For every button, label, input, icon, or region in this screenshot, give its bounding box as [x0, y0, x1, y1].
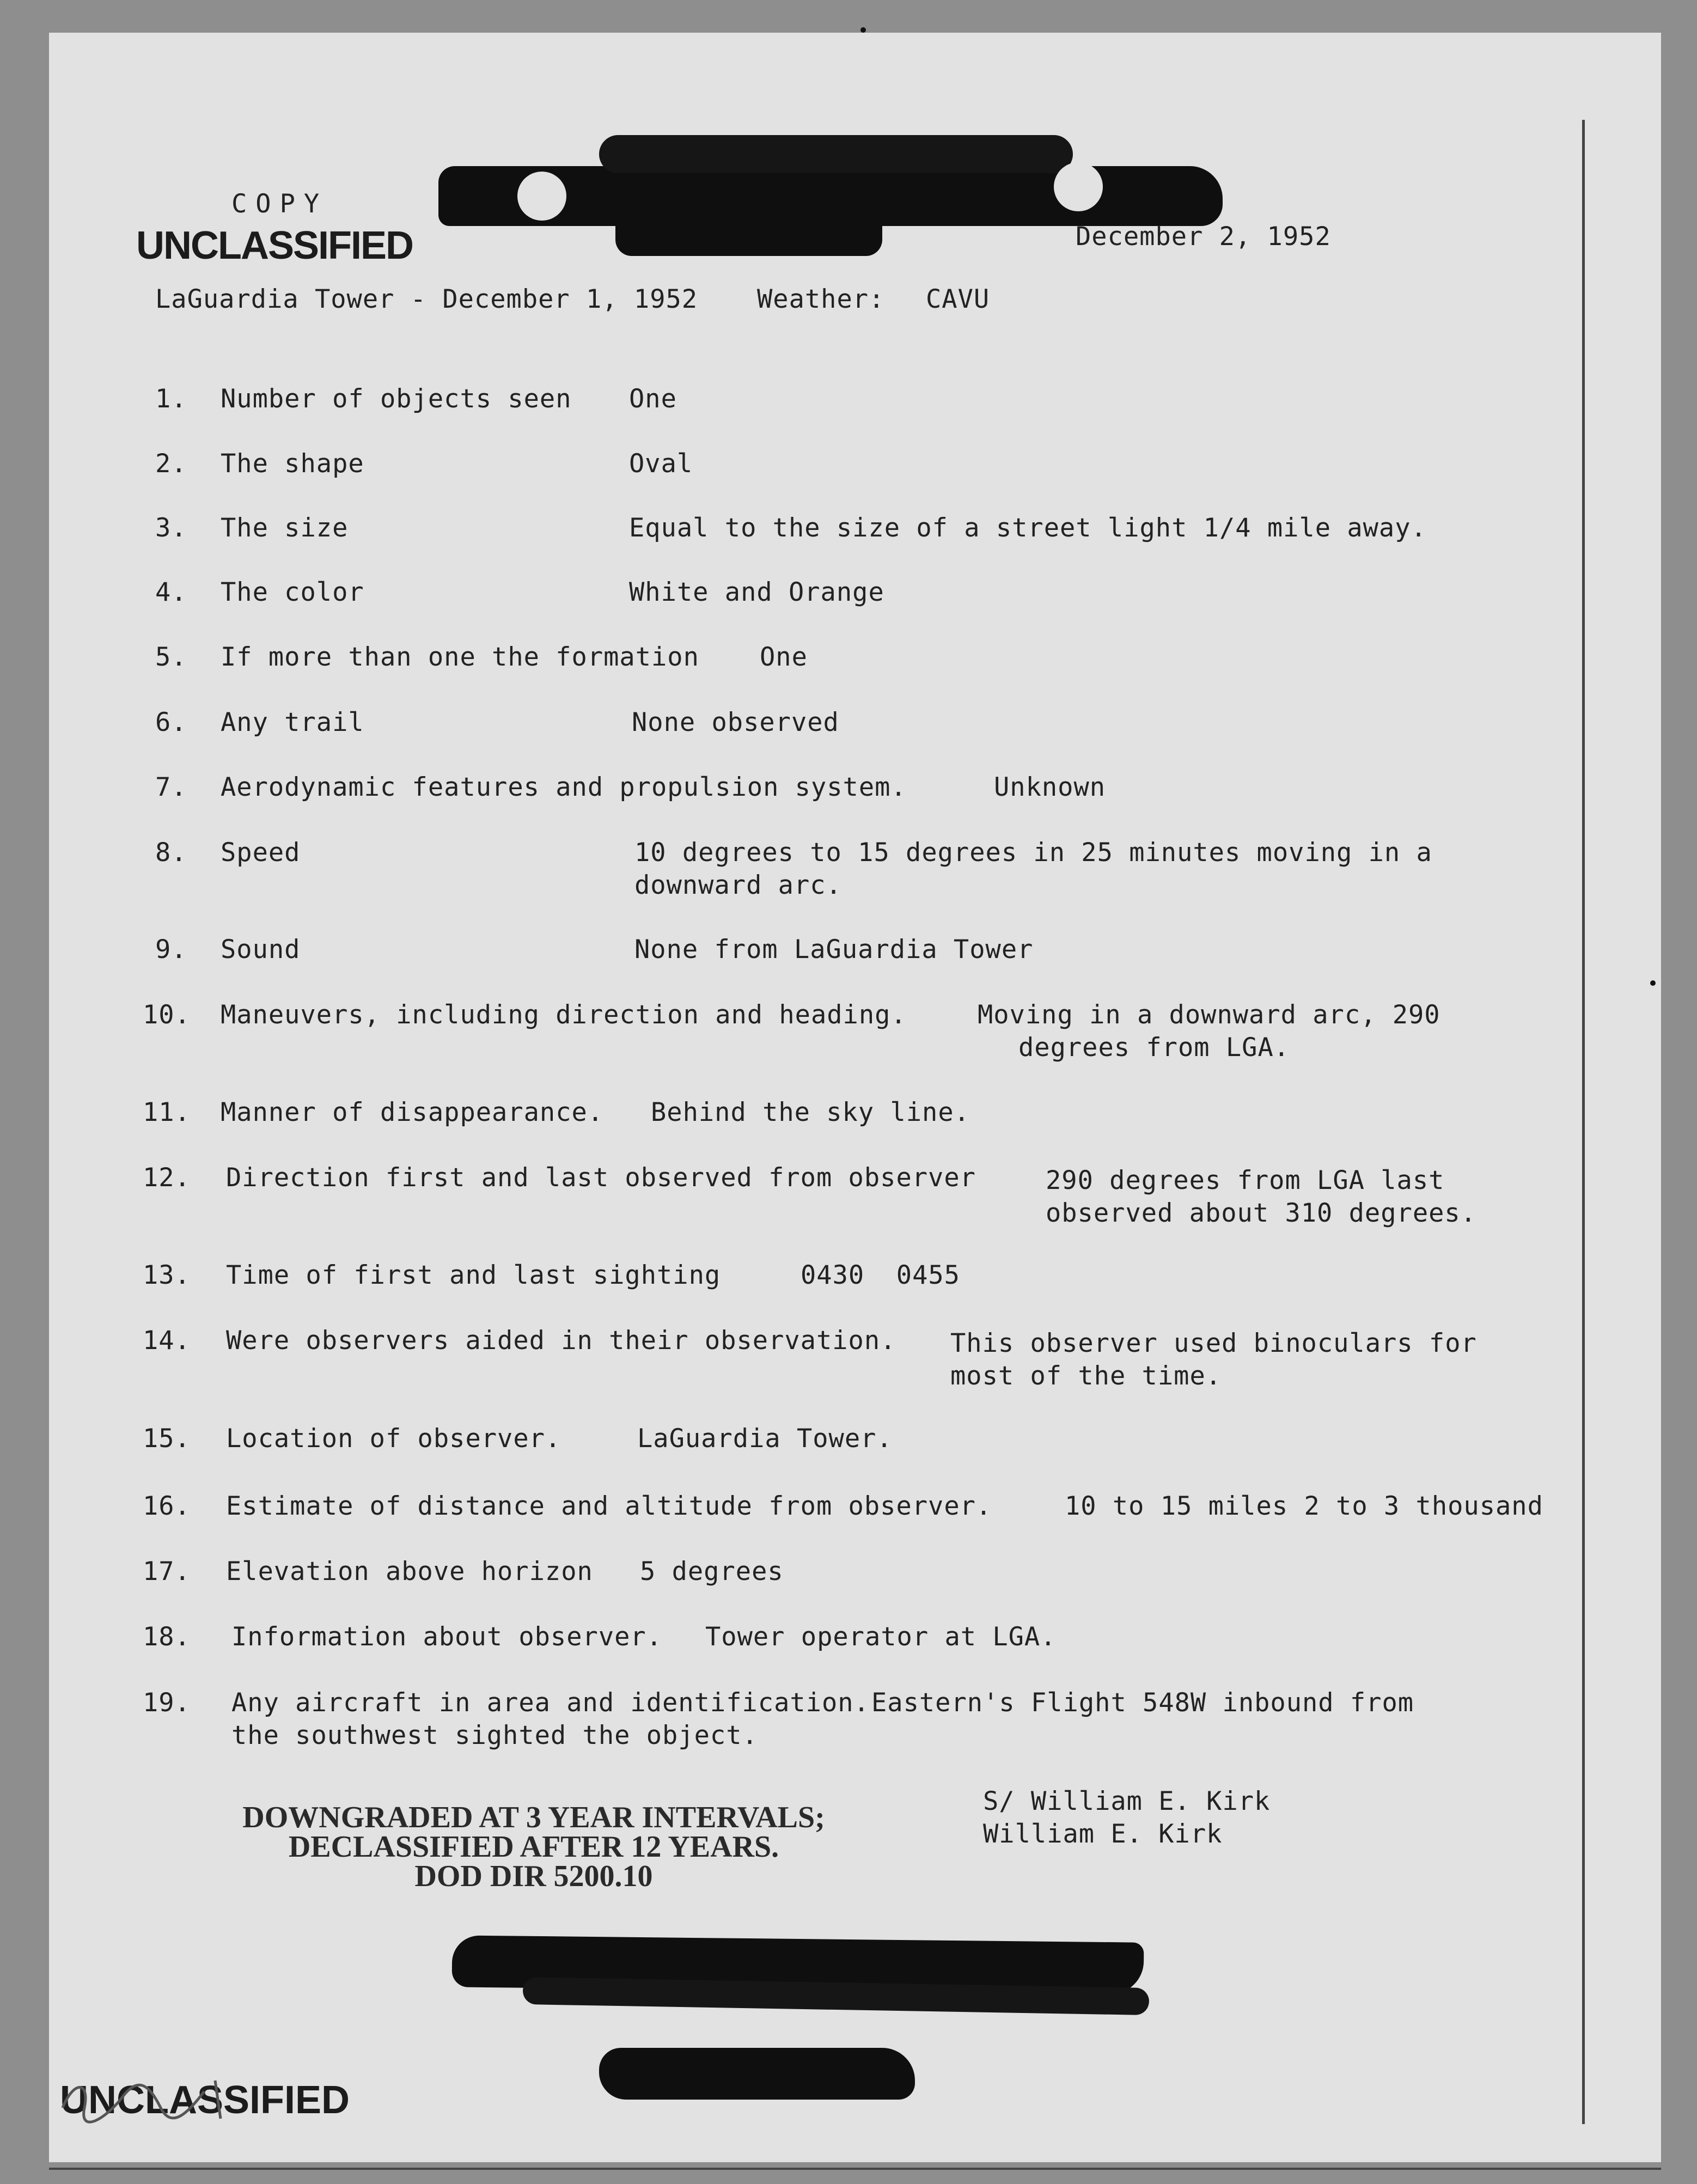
item-value: Equal to the size of a street light 1/4 mile away.: [629, 513, 1427, 543]
item-label: Speed: [221, 838, 301, 868]
downgrade-stamp: [229, 1803, 839, 1891]
copy-label: COPY: [231, 189, 328, 219]
item-label: The size: [221, 513, 349, 543]
item-number: 15.: [143, 1424, 191, 1454]
item-label: If more than one the formation: [221, 642, 699, 672]
signature-line-1: S/ William E. Kirk: [983, 1786, 1271, 1816]
item-value: 10 to 15 miles 2 to 3 thousand: [1065, 1491, 1543, 1521]
item-number: 9.: [155, 935, 187, 965]
item-value: None observed: [632, 707, 839, 737]
item-label: Any trail: [221, 707, 364, 737]
item-number: 14.: [143, 1326, 191, 1356]
item-number: 3.: [155, 513, 187, 543]
bottom-redaction-small: [599, 2048, 915, 2100]
item-value: Behind the sky line.: [651, 1097, 970, 1127]
item-value-line-2: downward arc.: [634, 870, 842, 900]
item-number: 18.: [143, 1622, 191, 1652]
item-value-line-2: observed about 310 degrees.: [1046, 1198, 1477, 1228]
item-value: Oval: [629, 449, 693, 479]
item-number: 7.: [155, 772, 187, 802]
downgrade-line-2: DECLASSIFIED AFTER 12 YEARS.: [288, 1830, 779, 1864]
top-redaction-upper: [599, 135, 1073, 173]
item-label: Location of observer.: [226, 1424, 561, 1454]
item-label: Number of objects seen: [221, 384, 572, 414]
item-number: 10.: [143, 1000, 191, 1030]
item-label: Maneuvers, including direction and heading.: [221, 1000, 907, 1030]
speck: [1650, 980, 1656, 986]
item-number: 16.: [143, 1491, 191, 1521]
top-classification-stamp: UNCLASSIFIED: [136, 224, 413, 267]
item-label: Direction first and last observed from observer: [226, 1163, 976, 1193]
item-number: 6.: [155, 707, 187, 737]
item-label: Sound: [221, 935, 301, 965]
punch-hole-left: [517, 172, 566, 221]
item-value: Tower operator at LGA.: [705, 1622, 1057, 1652]
punch-hole-right: [1054, 162, 1103, 211]
item-number: 4.: [155, 577, 187, 607]
item-value-line-2: the southwest sighted the object.: [231, 1721, 758, 1750]
downgrade-line-3: DOD DIR 5200.10: [414, 1859, 653, 1893]
item-value-line-1: Eastern's Flight 548W inbound from: [871, 1688, 1414, 1718]
top-redaction-lower: [615, 218, 882, 256]
item-value-line-1: Moving in a downward arc, 290: [978, 1000, 1440, 1030]
speck: [860, 27, 866, 33]
item-value-line-2: most of the time.: [950, 1361, 1222, 1391]
item-value-line-2: degrees from LGA.: [1018, 1033, 1290, 1063]
subject-line: LaGuardia Tower - December 1, 1952: [155, 284, 698, 314]
item-value: One: [629, 384, 677, 414]
weather-label: Weather:: [757, 284, 885, 314]
item-value: LaGuardia Tower.: [637, 1424, 893, 1454]
item-number: 12.: [143, 1163, 191, 1193]
document-date: December 2, 1952: [1076, 222, 1331, 252]
item-number: 11.: [143, 1097, 191, 1127]
item-label: Time of first and last sighting: [226, 1260, 721, 1290]
item-value: None from LaGuardia Tower: [634, 935, 1034, 965]
item-value: 0430 0455: [801, 1260, 960, 1290]
item-label: Any aircraft in area and identification.: [231, 1688, 870, 1718]
item-label: Estimate of distance and altitude from observer.: [226, 1491, 992, 1521]
signature-line-2: William E. Kirk: [983, 1819, 1223, 1849]
downgrade-line-1: DOWNGRADED AT 3 YEAR INTERVALS;: [242, 1801, 825, 1834]
item-number: 5.: [155, 642, 187, 672]
item-value-line-1: 290 degrees from LGA last: [1046, 1166, 1445, 1195]
handwritten-scribble: [57, 2070, 302, 2130]
item-label: Were observers aided in their observation.: [226, 1326, 896, 1356]
item-value: 5 degrees: [640, 1557, 784, 1587]
weather-value: CAVU: [926, 284, 990, 314]
item-label: Aerodynamic features and propulsion system.: [221, 772, 907, 802]
item-value-line-1: This observer used binoculars for: [950, 1328, 1477, 1358]
item-number: 1.: [155, 384, 187, 414]
item-number: 19.: [143, 1688, 191, 1718]
item-number: 8.: [155, 838, 187, 868]
bottom-classification-stamp: UNCLASSIFIED: [60, 2078, 350, 2122]
item-label: Elevation above horizon: [226, 1557, 593, 1587]
item-value: One: [760, 642, 808, 672]
item-number: 13.: [143, 1260, 191, 1290]
item-number: 2.: [155, 449, 187, 479]
item-value: Unknown: [994, 772, 1106, 802]
bottom-edge-line: [49, 2168, 1661, 2170]
item-label: Manner of disappearance.: [221, 1097, 604, 1127]
right-margin-line: [1582, 120, 1585, 2124]
item-label: The color: [221, 577, 364, 607]
item-number: 17.: [143, 1557, 191, 1587]
item-value: White and Orange: [629, 577, 884, 607]
item-value-line-1: 10 degrees to 15 degrees in 25 minutes moving in a: [634, 838, 1432, 868]
item-label: Information about observer.: [231, 1622, 663, 1652]
item-label: The shape: [221, 449, 364, 479]
